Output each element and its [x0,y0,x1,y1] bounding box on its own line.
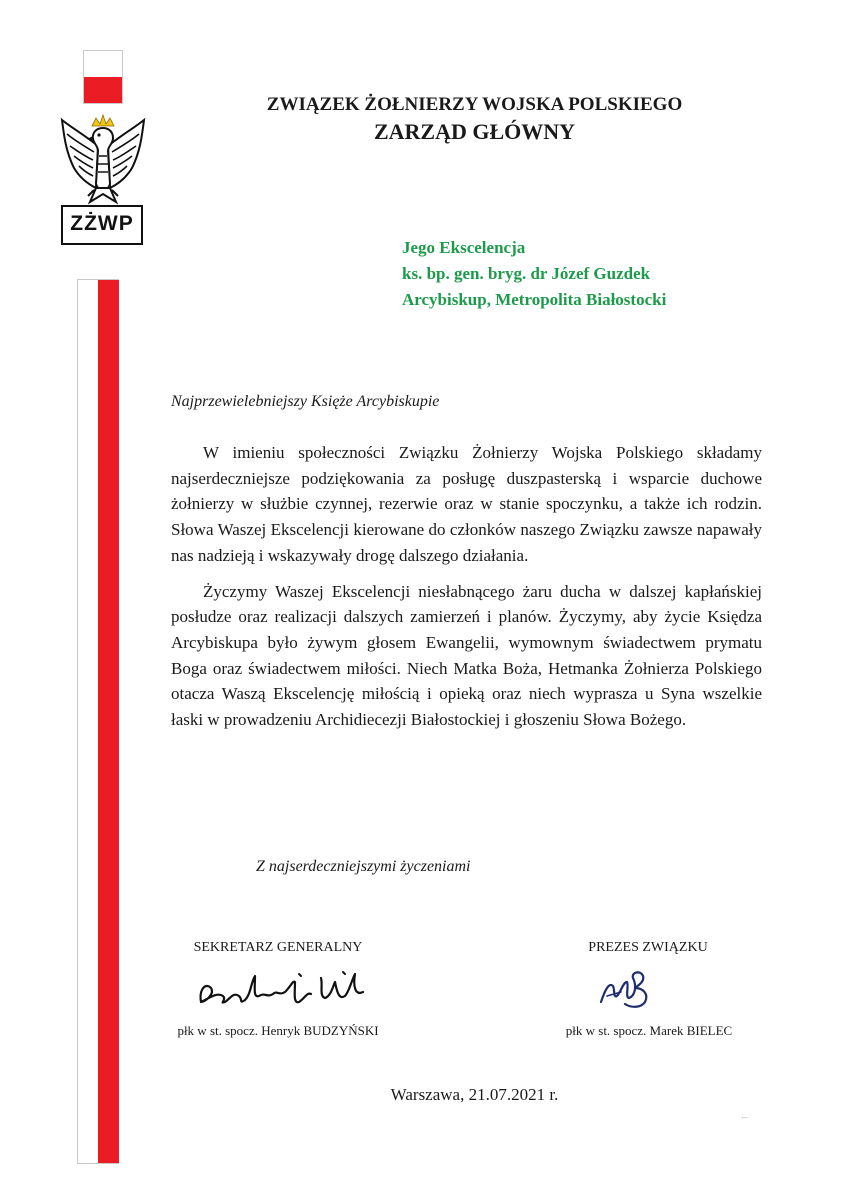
recipient-line-1: Jego Ekscelencja [402,238,526,257]
recipient-line-3: Arcybiskup, Metropolita Białostocki [402,290,667,309]
organization-department: ZARZĄD GŁÓWNY [373,119,576,144]
footer-mark: ⌐⌐ [742,1115,749,1121]
signature-left [195,962,370,1010]
logo-text: ZŻWP [70,212,134,235]
zzwp-logo [61,205,143,245]
letter-paragraph-1: W imieniu społeczności Związku Żołnierzy Wojska Polskiego składamy najserdeczniejsze podziękowania za posługę duszpasterską i wsparcie duchowe żołnierzy w służbie czynnej, rezerwie oraz w stanie spoczynku, a także ich rodzin. Słowa Waszej Ekscelencji kierowane do członków naszego Związku zawsze napawały nas nadzieją i wskazywały drogę dalszego działania. [171,443,762,565]
signatory-left-title: SEKRETARZ GENERALNY [193,940,363,955]
place-and-date: Warszawa, 21.07.2021 r. [390,1085,559,1104]
signatory-right-name: płk w st. spocz. Marek BIELEC [565,1023,733,1038]
stripe-red [98,280,119,1163]
signature-right [595,962,657,1016]
signatory-right-title: PREZES ZWIĄZKU [588,940,708,955]
recipient-line-2: ks. bp. gen. bryg. dr Józef Guzdek [402,264,651,283]
signatory-left-name: płk w st. spocz. Henryk BUDZYŃSKI [177,1023,379,1038]
organization-name: ZWIĄZEK ŻOŁNIERZY WOJSKA POLSKIEGO [266,94,683,115]
recipient-block [402,235,666,313]
letter-body [171,440,762,743]
side-flag-stripe [77,279,119,1164]
salutation: Najprzewielebniejszy Księże Arcybiskupie [171,393,440,410]
stripe-white [78,280,98,1163]
flag-white-band [84,51,122,77]
closing: Z najserdeczniejszymi życzeniami [256,858,471,875]
letter-paragraph-2: Życzymy Waszej Ekscelencji niesłabnącego żaru ducha w dalszej kapłańskiej posłudze oraz realizacji dalszych zamierzeń i planów. Życzymy, aby życie Księdza Arcybiskupa było żywym głosem Ewangelii, wymownym świadectwem prymatu Boga oraz świadectwem miłości. Niech Matka Boża, Hetmanka Żołnierza Polskiego otacza Waszą Ekscelencję miłością i opieką oraz niech wyprasza u Syna wszelkie łaski w prowadzeniu Archidiecezji Białostockiej i głoszeniu Słowa Bożego. [171,581,762,730]
